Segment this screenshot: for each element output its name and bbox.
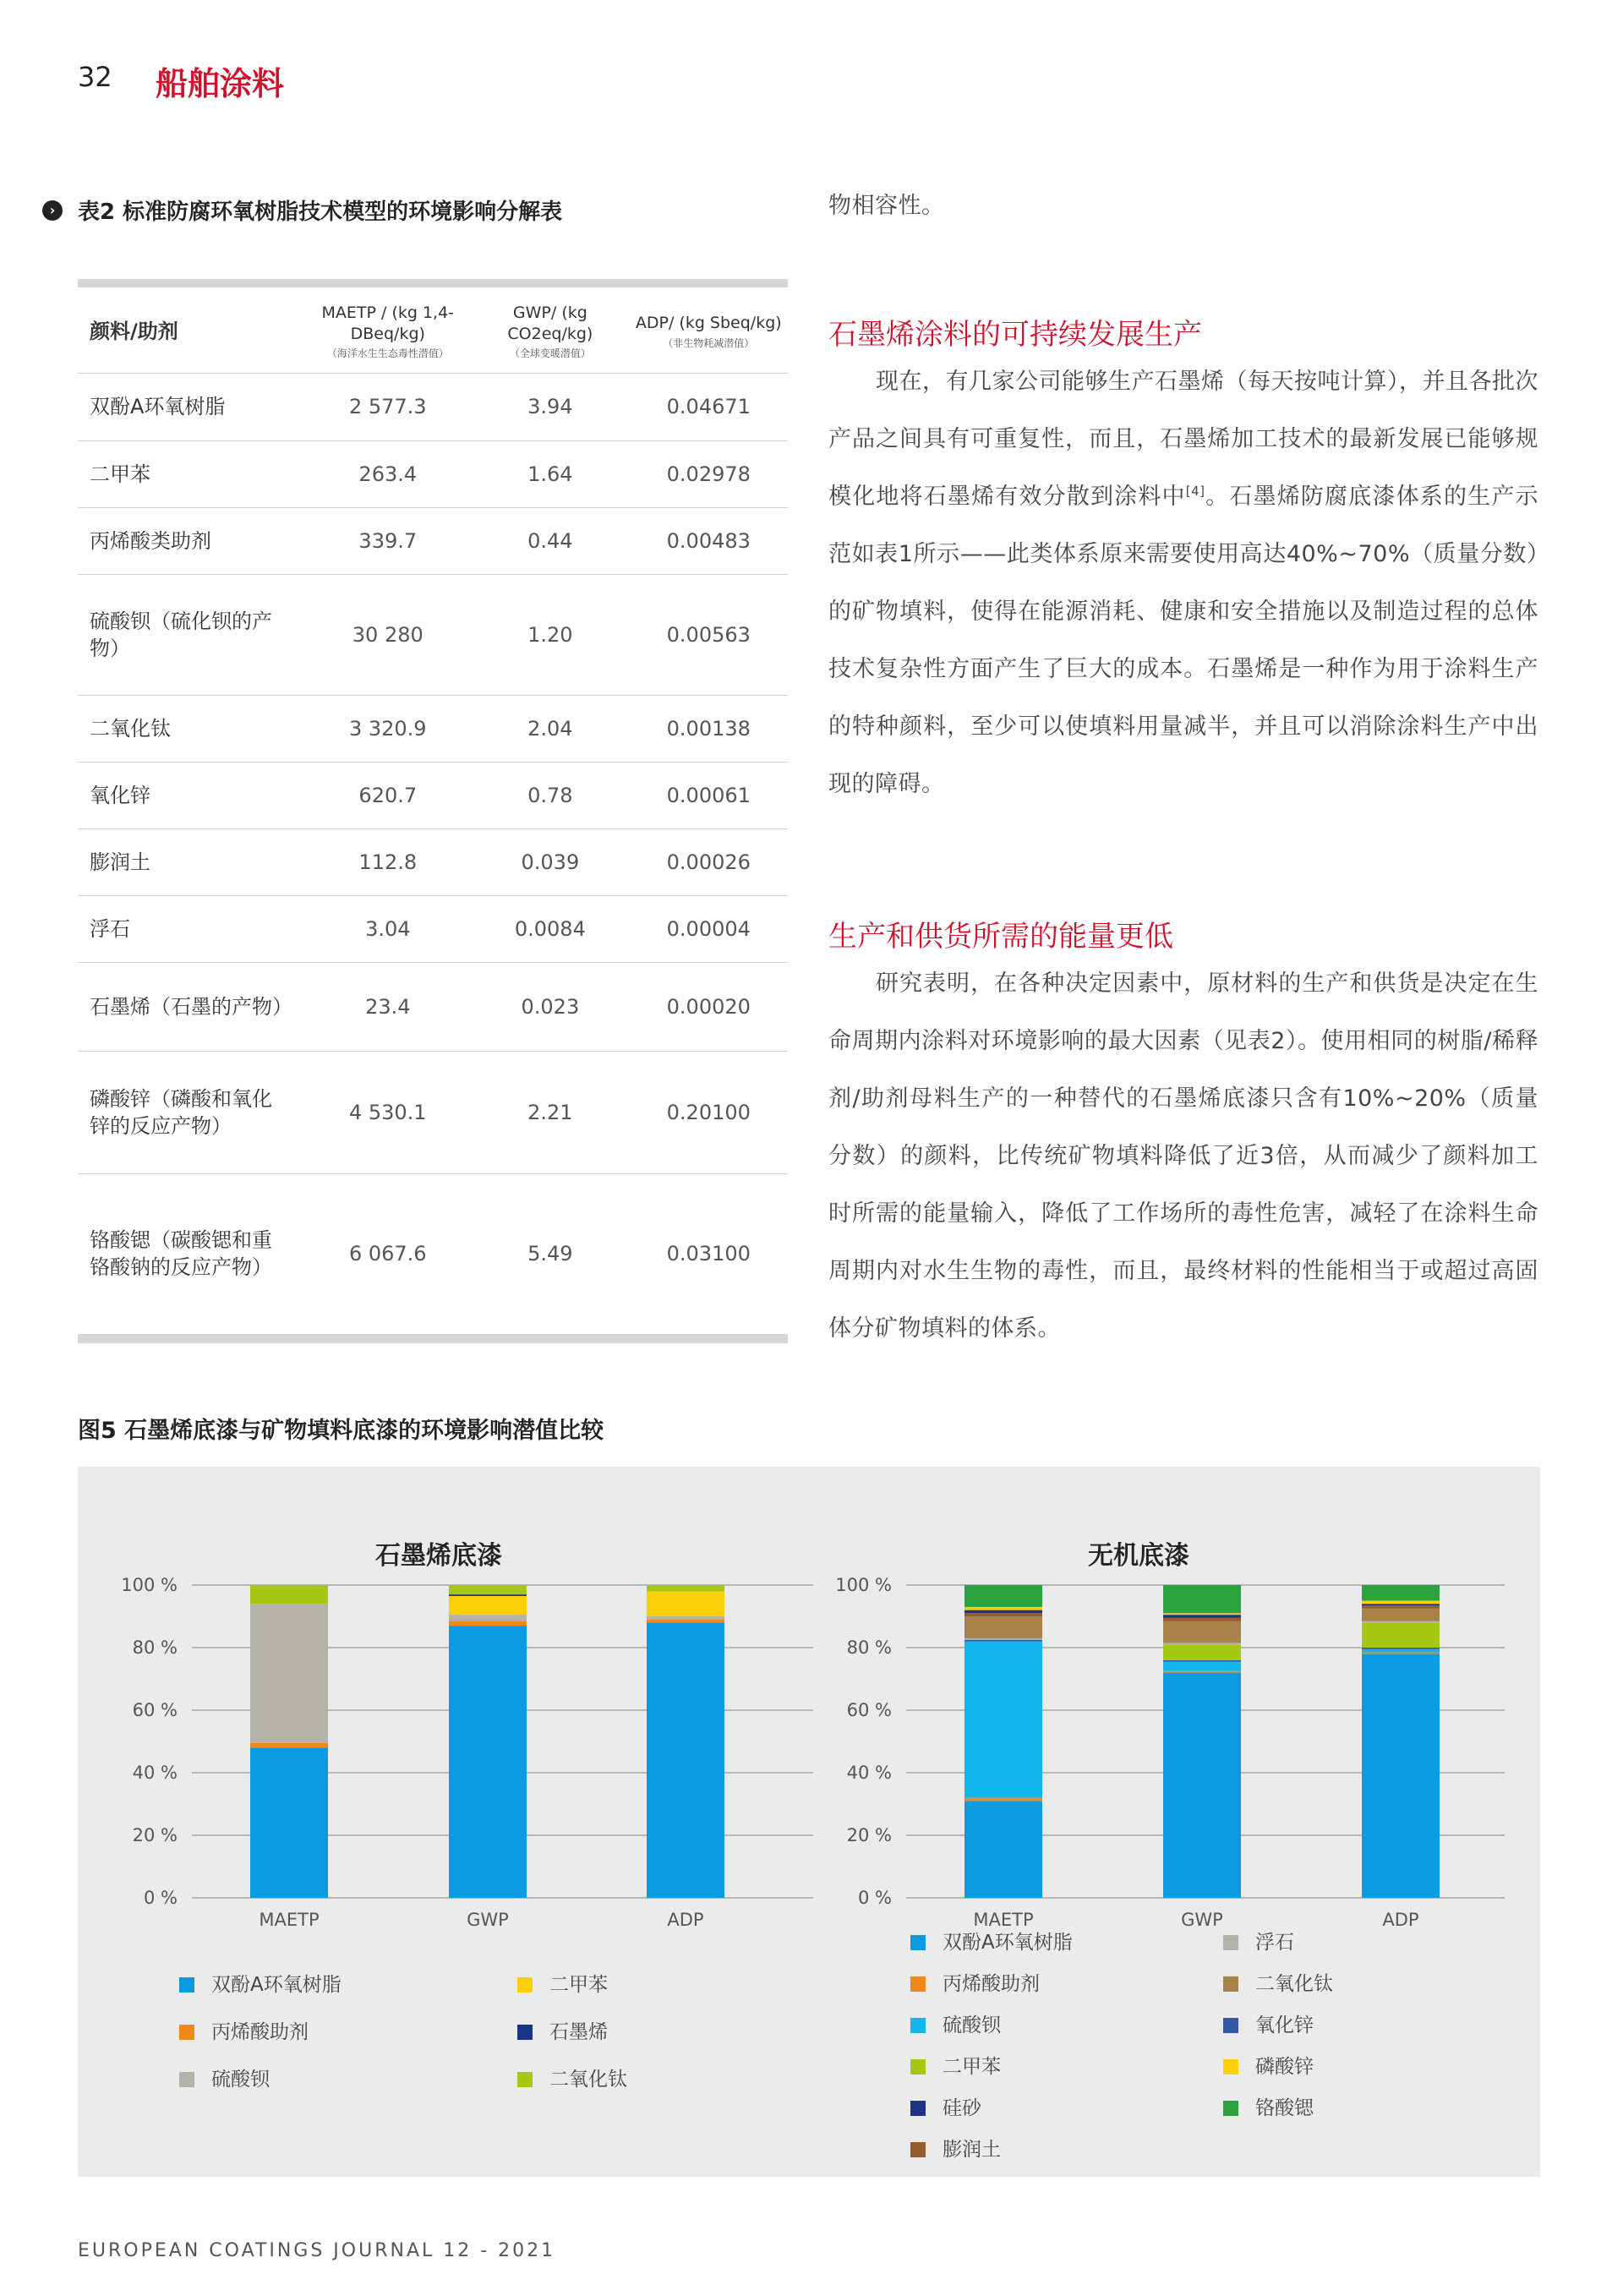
intro-tail-text: 物相容性。 xyxy=(828,193,945,219)
cell-gwp: 1.64 xyxy=(471,440,629,507)
legend-swatch xyxy=(910,2059,926,2075)
col-header-gwp-label: GWP/ (kg CO2eq/kg) xyxy=(507,303,593,343)
legend-label: 丙烯酸助剂 xyxy=(211,2021,309,2043)
legend-label: 二氧化钛 xyxy=(1255,1973,1333,1995)
cell-pigment: 磷酸锌（磷酸和氧化锌的反应产物） xyxy=(78,1051,304,1173)
cell-pigment: 二甲苯 xyxy=(78,440,304,507)
table-bottom-rule xyxy=(78,1335,788,1343)
cell-gwp: 2.04 xyxy=(471,695,629,762)
bar-segment xyxy=(1163,1644,1241,1660)
page-number: 32 xyxy=(78,61,112,93)
col-header-maetp xyxy=(304,287,471,373)
bar-segment xyxy=(965,1607,1042,1610)
cell-gwp: 0.44 xyxy=(471,507,629,574)
legend-label: 浮石 xyxy=(1255,1932,1294,1954)
bar-segment xyxy=(647,1591,724,1616)
cell-pigment: 浮石 xyxy=(78,895,304,962)
legend-swatch xyxy=(179,2072,194,2087)
paragraph-1-text: 现在，有几家公司能够生产石墨烯（每天按吨计算），并且各批次产品之间具有可重复性，而且，石墨烯加工技术的最新发展已能够规模化地将石墨烯有效分散到涂料中 xyxy=(828,369,1538,510)
cell-adp: 0.00004 xyxy=(630,895,788,962)
bar-segment xyxy=(1163,1671,1241,1673)
bar-segment xyxy=(250,1743,328,1748)
cell-gwp: 5.49 xyxy=(471,1173,629,1334)
legend-label: 铬酸锶 xyxy=(1255,2097,1314,2119)
bar-segment xyxy=(250,1747,328,1898)
bar-segment xyxy=(1163,1621,1241,1643)
x-tick-label: ADP xyxy=(1382,1910,1419,1930)
bar-segment xyxy=(1362,1648,1440,1649)
y-tick-label: 40 % xyxy=(132,1763,178,1783)
cell-gwp: 1.20 xyxy=(471,574,629,695)
y-tick-label: 60 % xyxy=(132,1700,178,1720)
bar-segment xyxy=(449,1594,527,1596)
table-header-row xyxy=(78,287,788,373)
legend-label: 二氧化钛 xyxy=(549,2069,627,2091)
table-top-rule xyxy=(78,279,788,287)
legend-swatch xyxy=(910,2101,926,2116)
col-header-adp-sub: （非生物耗减潜值） xyxy=(663,337,755,350)
cell-gwp: 0.78 xyxy=(471,762,629,828)
bar-segment xyxy=(647,1585,724,1591)
impact-table xyxy=(78,279,788,1343)
legend-label: 丙烯酸助剂 xyxy=(943,1973,1040,1995)
y-tick-label: 80 % xyxy=(132,1637,178,1658)
legend-label: 二甲苯 xyxy=(549,1974,608,1996)
x-tick-label: MAETP xyxy=(973,1910,1034,1930)
table-caption xyxy=(42,194,562,226)
y-tick-label: 60 % xyxy=(846,1700,892,1720)
y-tick-label: 0 % xyxy=(858,1888,892,1908)
table-row xyxy=(78,895,788,962)
bar-segment xyxy=(1362,1605,1440,1609)
bar-segment xyxy=(1362,1601,1440,1604)
bar-segment xyxy=(250,1585,328,1604)
cell-adp: 0.20100 xyxy=(630,1051,788,1173)
legend-swatch xyxy=(517,1977,533,1993)
cell-adp: 0.00061 xyxy=(630,762,788,828)
bar-segment xyxy=(1163,1660,1241,1662)
bar-segment xyxy=(1362,1622,1440,1648)
col-header-gwp-sub: （全球变暖潜值） xyxy=(509,347,591,360)
table-row xyxy=(78,828,788,895)
legend-label: 膨润土 xyxy=(943,2139,1001,2161)
bar-segment xyxy=(965,1616,1042,1638)
bar-segment xyxy=(449,1585,527,1594)
cell-pigment: 硫酸钡（硫化钡的产物） xyxy=(78,574,304,695)
legend-swatch xyxy=(910,1976,926,1992)
cell-gwp: 2.21 xyxy=(471,1051,629,1173)
bar-segment xyxy=(965,1610,1042,1614)
bar-segment xyxy=(1163,1662,1241,1671)
cell-maetp: 30 280 xyxy=(304,574,471,695)
bar-segment xyxy=(1163,1613,1241,1615)
legend-swatch xyxy=(910,1935,926,1950)
bar-segment xyxy=(1163,1643,1241,1644)
legend-label: 氧化锌 xyxy=(1255,2014,1314,2036)
x-tick-label: ADP xyxy=(667,1910,704,1930)
chart-title: 无机底漆 xyxy=(1088,1541,1189,1571)
table-row xyxy=(78,962,788,1051)
paragraph-1-rest: 。石墨烯防腐底漆体系的生产示范如表1所示——此类体系原来需要使用高达40%~70%（质量分数）的矿物填料，使得在能源消耗、健康和安全措施以及制造过程的总体技术复杂性方面产生了巨大的成本。石墨烯是一种作为用于涂料生产的特种颜料，至少可以使填料用量减半，并且可以消除涂料生产中出现的障碍。 xyxy=(828,484,1539,797)
cell-maetp: 263.4 xyxy=(304,440,471,507)
bar-segment xyxy=(1163,1673,1241,1898)
bar-segment xyxy=(647,1620,724,1623)
cell-maetp: 620.7 xyxy=(304,762,471,828)
legend-swatch xyxy=(179,2025,194,2040)
bar-segment xyxy=(1362,1609,1440,1621)
bar-segment xyxy=(965,1613,1042,1616)
cell-pigment: 膨润土 xyxy=(78,828,304,895)
legend-label: 硅砂 xyxy=(943,2097,981,2119)
cell-adp: 0.00483 xyxy=(630,507,788,574)
legend-swatch xyxy=(517,2072,533,2087)
legend-swatch xyxy=(1223,2059,1238,2075)
bar-segment xyxy=(647,1616,724,1620)
heading-lower-energy: 生产和供货所需的能量更低 xyxy=(828,920,1173,954)
cell-maetp: 3 320.9 xyxy=(304,695,471,762)
cell-pigment: 石墨烯（石墨的产物） xyxy=(78,962,304,1051)
bar-segment xyxy=(449,1621,527,1626)
y-tick-label: 20 % xyxy=(846,1825,892,1845)
col-header-pigment: 颜料/助剂 xyxy=(78,287,304,373)
legend-swatch xyxy=(1223,2018,1238,2033)
table-row xyxy=(78,1051,788,1173)
paragraph-sustainable-production xyxy=(828,353,1538,813)
x-tick-label: GWP xyxy=(1181,1910,1223,1930)
y-tick-label: 0 % xyxy=(144,1888,178,1908)
legend-label: 磷酸锌 xyxy=(1255,2056,1314,2078)
section-title: 船舶涂料 xyxy=(156,65,285,102)
cell-gwp: 0.039 xyxy=(471,828,629,895)
bar-segment xyxy=(449,1615,527,1621)
stacked-bar-charts xyxy=(78,1467,1540,2177)
legend-swatch xyxy=(1223,2101,1238,2116)
legend-swatch xyxy=(1223,1976,1238,1992)
table-row xyxy=(78,695,788,762)
chevron-right-icon: › xyxy=(42,200,63,221)
col-header-adp xyxy=(630,287,788,373)
bar-segment xyxy=(250,1604,328,1743)
legend-swatch xyxy=(910,2018,926,2033)
legend-swatch xyxy=(910,2142,926,2157)
col-header-maetp-sub: （海洋水生生态毒性潜值） xyxy=(326,347,449,360)
cell-pigment: 铬酸锶（碳酸锶和重铬酸钠的反应产物） xyxy=(78,1173,304,1334)
cell-maetp: 6 067.6 xyxy=(304,1173,471,1334)
cell-adp: 0.00563 xyxy=(630,574,788,695)
cell-adp: 0.04671 xyxy=(630,373,788,440)
y-tick-label: 100 % xyxy=(121,1575,178,1595)
cell-pigment: 丙烯酸类助剂 xyxy=(78,507,304,574)
table-row xyxy=(78,373,788,440)
legend-swatch xyxy=(1223,1935,1238,1950)
cell-pigment: 双酚A环氧树脂 xyxy=(78,373,304,440)
table-row xyxy=(78,507,788,574)
cell-adp: 0.03100 xyxy=(630,1173,788,1334)
cell-maetp: 4 530.1 xyxy=(304,1051,471,1173)
table-row xyxy=(78,440,788,507)
legend-label: 双酚A环氧树脂 xyxy=(211,1974,342,1996)
legend-label: 硫酸钡 xyxy=(943,2014,1001,2036)
legend-label: 石墨烯 xyxy=(549,2021,608,2043)
y-tick-label: 40 % xyxy=(846,1763,892,1783)
y-tick-label: 20 % xyxy=(132,1825,178,1845)
bar-segment xyxy=(1362,1585,1440,1601)
bar-segment xyxy=(1163,1615,1241,1618)
cell-gwp: 0.023 xyxy=(471,962,629,1051)
bar-segment xyxy=(1362,1649,1440,1653)
bar-segment xyxy=(965,1640,1042,1642)
table-row xyxy=(78,762,788,828)
cell-pigment: 氧化锌 xyxy=(78,762,304,828)
cell-gwp: 3.94 xyxy=(471,373,629,440)
cell-maetp: 2 577.3 xyxy=(304,373,471,440)
figure-panel xyxy=(78,1467,1540,2177)
bar-segment xyxy=(965,1638,1042,1640)
legend-swatch xyxy=(517,2025,533,2040)
bar-segment xyxy=(965,1585,1042,1607)
cell-maetp: 339.7 xyxy=(304,507,471,574)
bar-segment xyxy=(449,1626,527,1898)
figure-caption: 图5 石墨烯底漆与矿物填料底漆的环境影响潜值比较 xyxy=(78,1418,604,1444)
table-row xyxy=(78,1173,788,1334)
cell-maetp: 3.04 xyxy=(304,895,471,962)
x-tick-label: MAETP xyxy=(259,1910,320,1930)
col-header-adp-label: ADP/ (kg Sbeq/kg) xyxy=(635,314,782,333)
col-header-gwp xyxy=(471,287,629,373)
bar-segment xyxy=(1362,1621,1440,1623)
table-row xyxy=(78,574,788,695)
legend-label: 二甲苯 xyxy=(943,2056,1001,2078)
col-header-maetp-label: MAETP / (kg 1,4-DBeq/kg) xyxy=(321,303,455,343)
legend-label: 双酚A环氧树脂 xyxy=(943,1932,1073,1954)
cell-maetp: 23.4 xyxy=(304,962,471,1051)
bar-segment xyxy=(1362,1604,1440,1605)
cell-pigment: 二氧化钛 xyxy=(78,695,304,762)
bar-segment xyxy=(965,1798,1042,1801)
bar-segment xyxy=(1163,1585,1241,1613)
cell-gwp: 0.0084 xyxy=(471,895,629,962)
bar-segment xyxy=(965,1801,1042,1898)
chart-title: 石墨烯底漆 xyxy=(375,1541,502,1571)
cell-adp: 0.00138 xyxy=(630,695,788,762)
bar-segment xyxy=(647,1622,724,1898)
cell-adp: 0.00026 xyxy=(630,828,788,895)
y-tick-label: 100 % xyxy=(835,1575,892,1595)
bar-segment xyxy=(1163,1618,1241,1621)
bar-segment xyxy=(965,1642,1042,1798)
heading-sustainable-production: 石墨烯涂料的可持续发展生产 xyxy=(828,318,1202,352)
journal-footer: EUROPEAN COATINGS JOURNAL 12 - 2021 xyxy=(78,2240,556,2261)
bar-segment xyxy=(449,1596,527,1615)
bar-segment xyxy=(1362,1654,1440,1898)
x-tick-label: GWP xyxy=(467,1910,509,1930)
paragraph-lower-energy: 研究表明，在各种决定因素中，原材料的生产和供货是决定在生命周期内涂料对环境影响的最大因素（见表2）。使用相同的树脂/稀释剂/助剂母料生产的一种替代的石墨烯底漆只含有10%~20%（质量分数）的颜料，比传统矿物填料降低了近3倍，从而减少了颜料加工时所需的能量输入，降低了工作场所的毒性危害，减轻了在涂料生命周期内对水生生物的毒性，而且，最终材料的性能相当于或超过高固体分矿物填料的体系。 xyxy=(828,970,1538,1342)
y-tick-label: 80 % xyxy=(846,1637,892,1658)
reference-4: [4] xyxy=(1185,484,1205,499)
table-caption-text: 表2 标准防腐环氧树脂技术模型的环境影响分解表 xyxy=(78,200,563,225)
cell-maetp: 112.8 xyxy=(304,828,471,895)
legend-swatch xyxy=(179,1977,194,1993)
bar-segment xyxy=(1362,1653,1440,1654)
cell-adp: 0.00020 xyxy=(630,962,788,1051)
cell-adp: 0.02978 xyxy=(630,440,788,507)
legend-label: 硫酸钡 xyxy=(211,2069,270,2091)
